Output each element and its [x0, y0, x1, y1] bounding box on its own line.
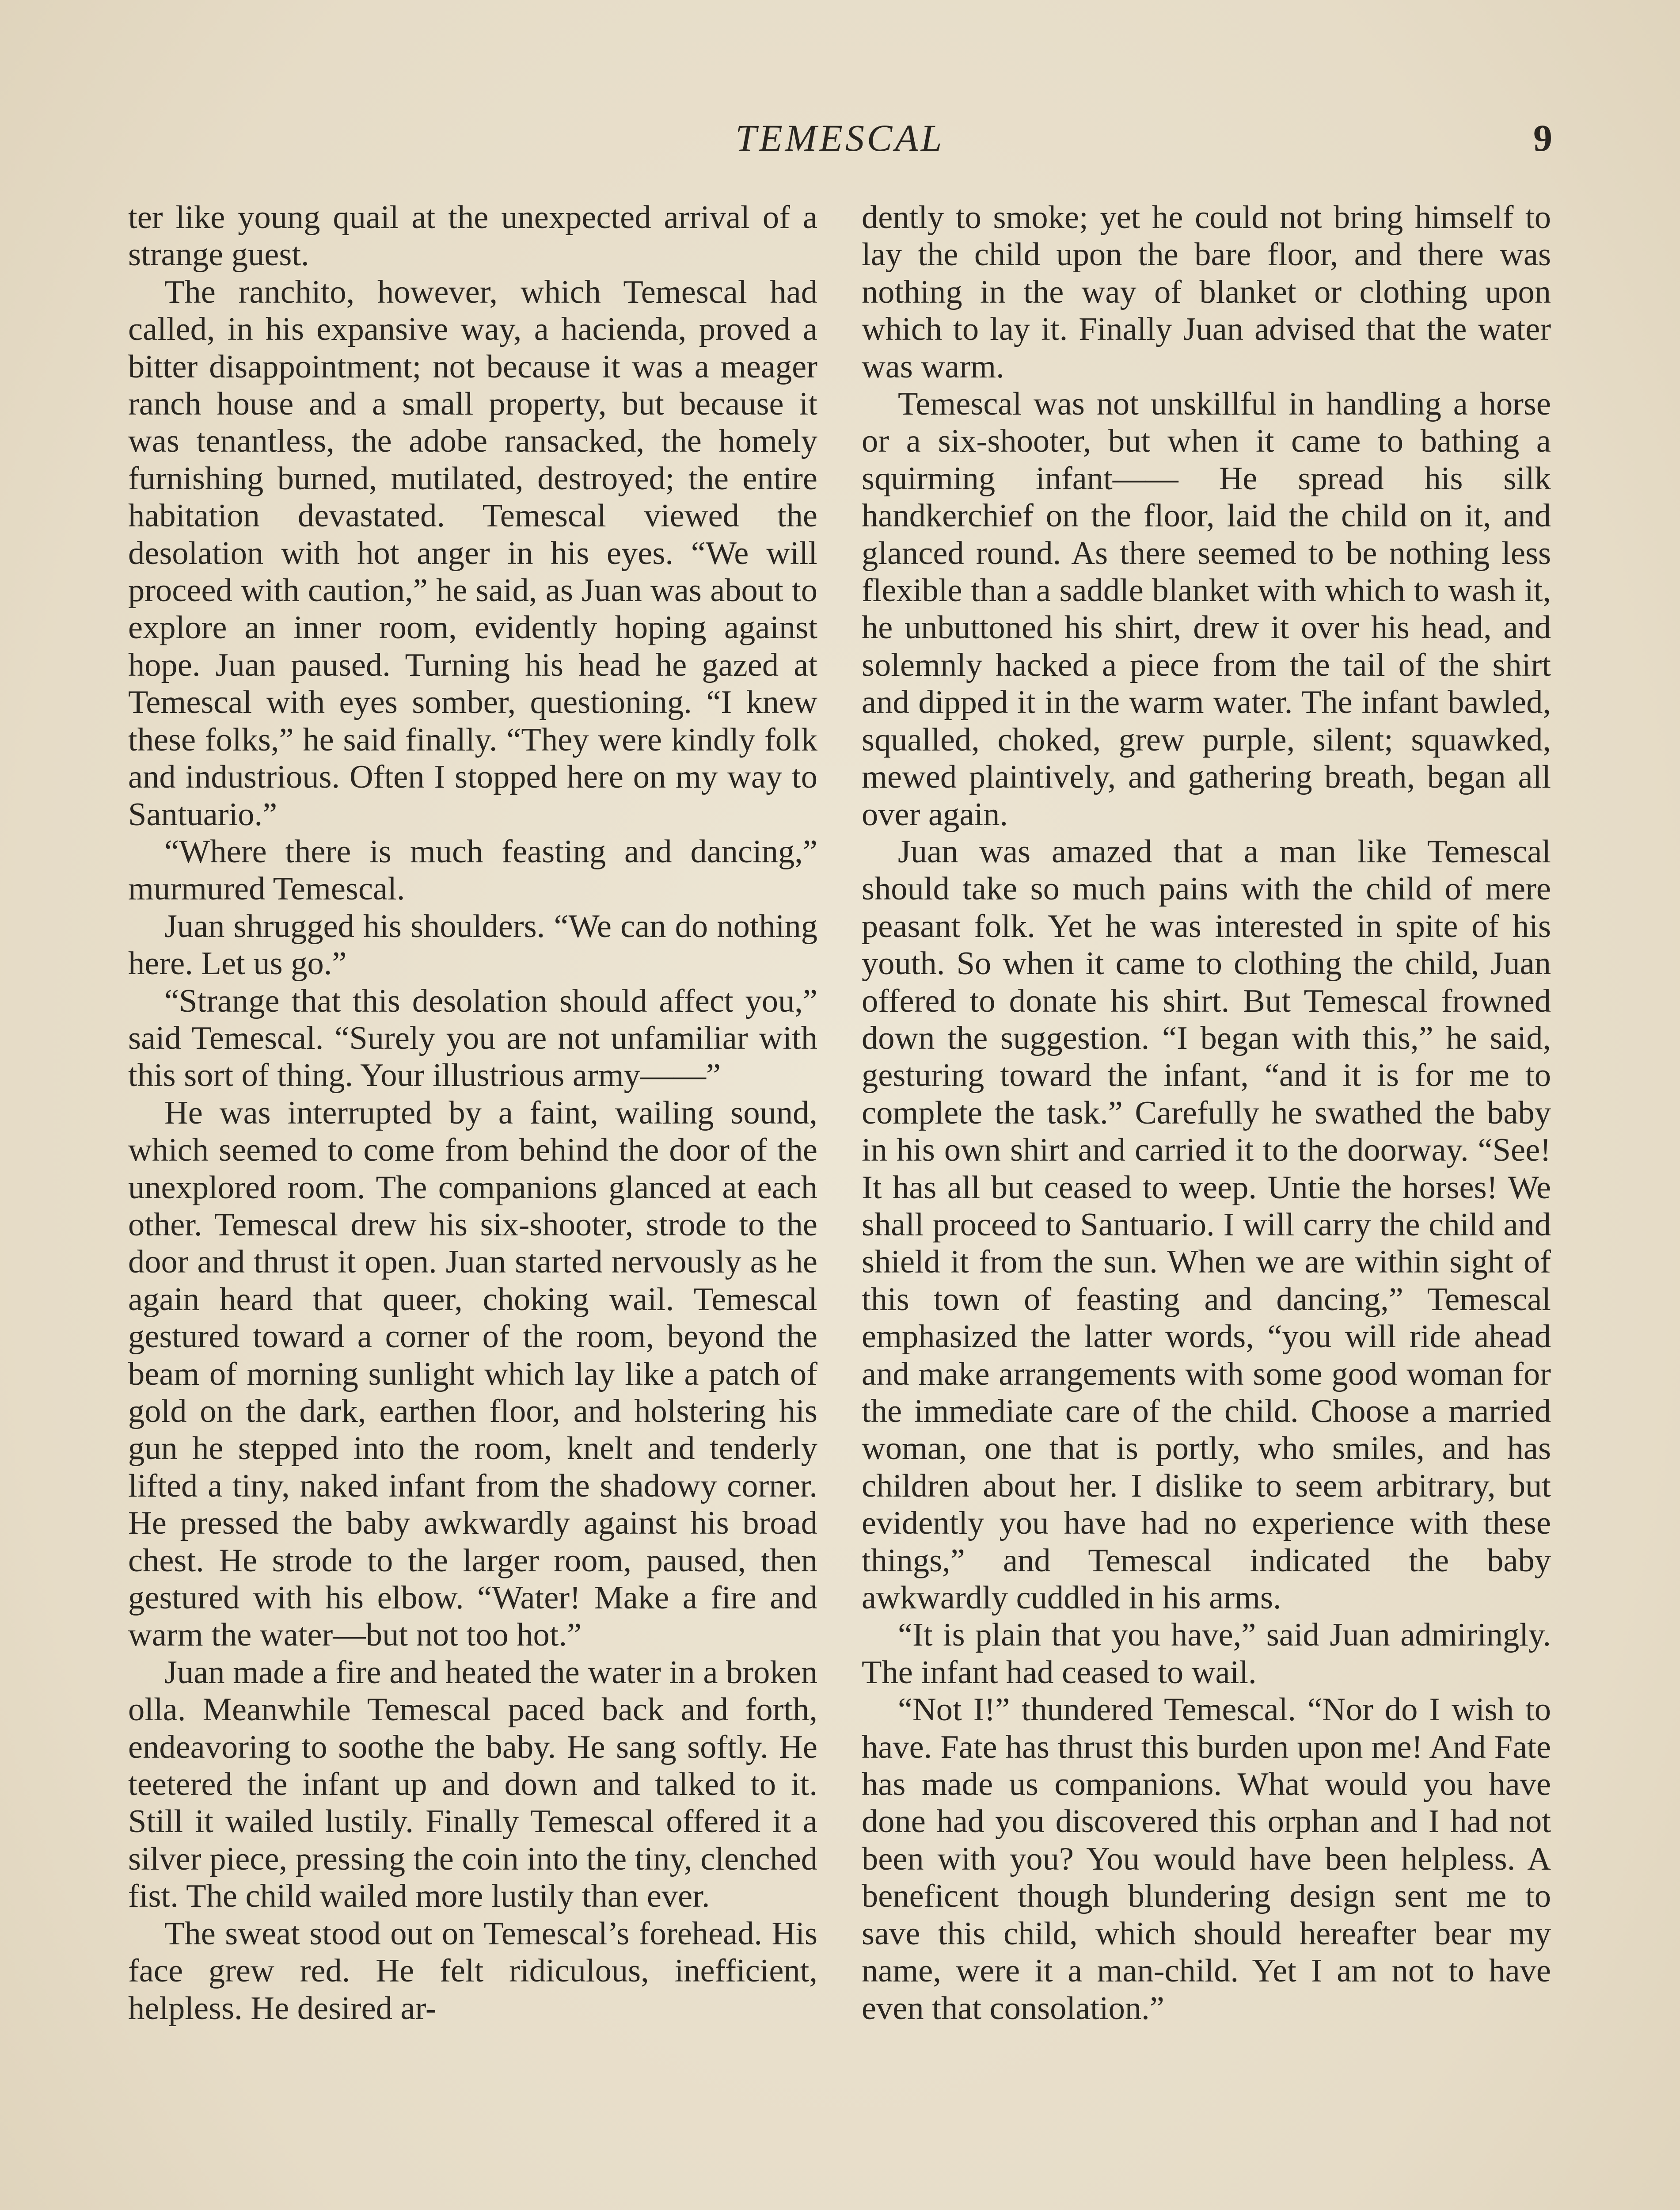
paragraph: “It is plain that you have,” said Juan admiringly. The infant had ceased to wail. [862, 1617, 1551, 1691]
paragraph: Juan was amazed that a man like Temescal should take so much pains with the child of mere peasant folk. Yet he was interested in spite of his youth. So when it came to clothing the child, Juan offered to donate his shirt. But Temescal frowned down the suggestion. “I began with this,” he said, gesturing toward the infant, “and it is for me to complete the task.” Carefully he swathed the baby in his own shirt and carried it to the doorway. “See! It has all but ceased to weep. Untie the horses! We shall proceed to Santuario. I will carry the child and shield it from the sun. When we are within sight of this town of feasting and dancing,” Temescal emphasized the latter words, “you will ride ahead and make arrangements with some good woman for the immediate care of the child. Choose a married woman, one that is portly, who smiles, and has children about her. I dislike to seem arbitrary, but evidently you have had no experience with these things,” and Temescal indicated the baby awkwardly cuddled in his arms. [862, 833, 1551, 1616]
paragraph: He was interrupted by a faint, wailing sound, which seemed to come from behind the door of the unexplored room. The companions glanced at each other. Temescal drew his six-shooter, strode to the door and thrust it open. Juan started nervously as he again heard that queer, choking wail. Temescal gestured toward a corner of the room, beyond the beam of morning sunlight which lay like a patch of gold on the dark, earthen floor, and holstering his gun he stepped into the room, knelt and tenderly lifted a tiny, naked infant from the shadowy corner. He pressed the baby awkwardly against his broad chest. He strode to the larger room, paused, then gestured with his elbow. “Water! Make a fire and warm the water—but not too hot.” [128, 1094, 817, 1654]
paragraph: Temescal was not unskillful in handling a horse or a six-shooter, but when it came to bathing a squirming infant—— He spread his silk handkerchief on the floor, laid the child on it, and glanced round. As there seemed to be nothing less flexible than a saddle blanket with which to wash it, he unbuttoned his shirt, drew it over his head, and solemnly hacked a piece from the tail of the shirt and dipped it in the warm water. The infant bawled, squalled, choked, grew purple, silent; squawked, mewed plaintively, and gathering breath, began all over again. [862, 386, 1551, 833]
left-column [128, 199, 817, 2027]
paragraph: “Where there is much feasting and dancing,” murmured Temescal. [128, 833, 817, 907]
paragraph: “Strange that this desolation should affect you,” said Temescal. “Surely you are not unfamiliar with this sort of thing. Your illustrious army——” [128, 983, 817, 1094]
paragraph: “Not I!” thundered Temescal. “Nor do I wish to have. Fate has thrust this burden upon me! And Fate has made us companions. What would you have done had you discovered this orphan and I had not been with you? You would have been helpless. A beneficent though blundering design sent me to save this child, which should hereafter bear my name, were it a man-child. Yet I am not to have even that consolation.” [862, 1692, 1551, 2027]
page-number: 9 [1533, 117, 1552, 159]
running-title: TEMESCAL [735, 117, 945, 159]
paragraph: The sweat stood out on Temescal’s forehead. His face grew red. He felt ridiculous, inefficient, helpless. He desired ar- [128, 1915, 817, 2027]
paragraph: ter like young quail at the unexpected arrival of a strange guest. [128, 199, 817, 273]
right-column [862, 199, 1551, 2027]
paragraph: Juan shrugged his shoulders. “We can do nothing here. Let us go.” [128, 908, 817, 982]
paragraph: Juan made a fire and heated the water in a broken olla. Meanwhile Temescal paced back and forth, endeavoring to soothe the baby. He sang softly. He teetered the infant up and down and talked to it. Still it wailed lustily. Finally Temescal offered it a silver piece, pressing the coin into the tiny, clenched fist. The child wailed more lustily than ever. [128, 1654, 817, 1915]
paragraph: The ranchito, however, which Temescal had called, in his expansive way, a hacienda, proved a bitter disappointment; not because it was a meager ranch house and a small property, but because it was tenantless, the adobe ransacked, the homely furnishing burned, mutilated, destroyed; the entire habitation devastated. Temescal viewed the desolation with hot anger in his eyes. “We will proceed with caution,” he said, as Juan was about to explore an inner room, evidently hoping against hope. Juan paused. Turning his head he gazed at Temescal with eyes somber, questioning. “I knew these folks,” he said finally. “They were kindly folk and industrious. Often I stopped here on my way to Santuario.” [128, 274, 817, 833]
paragraph: dently to smoke; yet he could not bring himself to lay the child upon the bare floor, and there was nothing in the way of blanket or clothing upon which to lay it. Finally Juan advised that the water was warm. [862, 199, 1551, 385]
